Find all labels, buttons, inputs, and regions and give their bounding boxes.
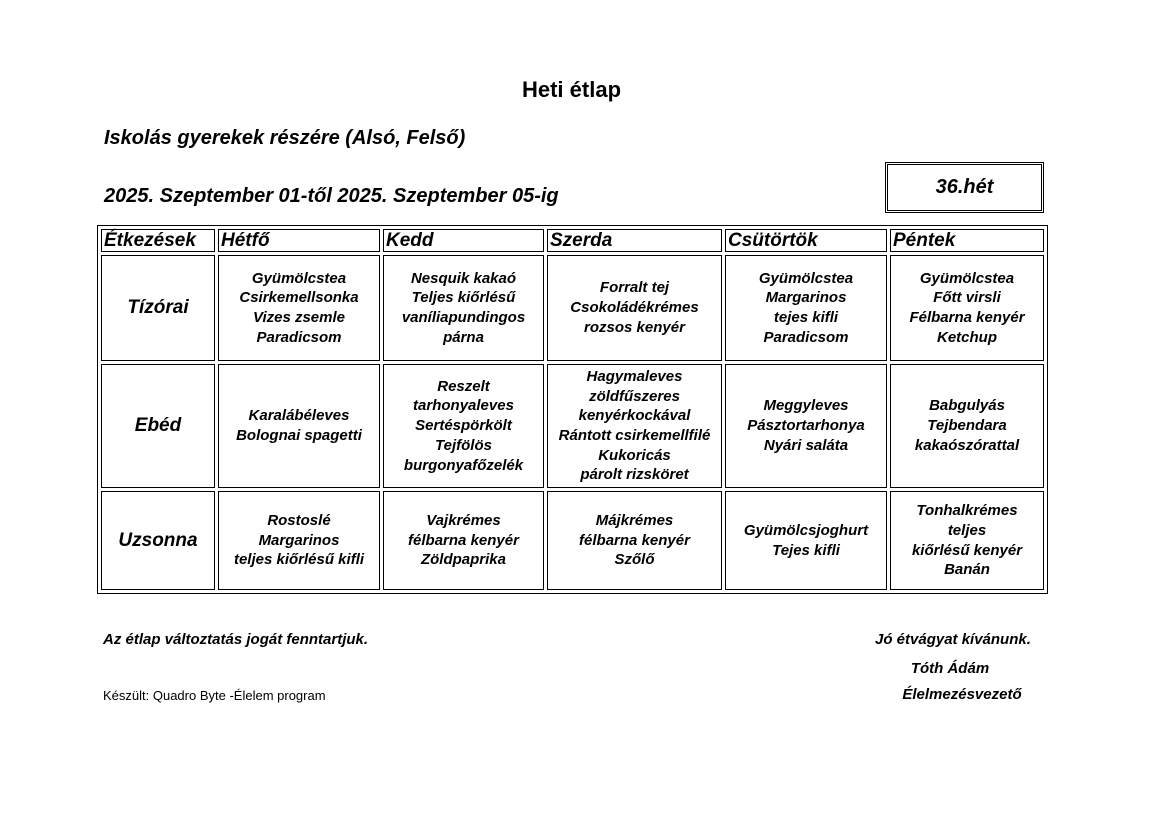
table-row (101, 255, 1044, 361)
dish: kakaószórattal (914, 436, 1020, 454)
closing-greeting: Jó étvágyat kívánunk. (875, 631, 1031, 648)
dish: tarhonyaleves (413, 397, 514, 415)
meal-label: Uzsonna (101, 491, 215, 590)
dish: Vajkrémes (426, 511, 501, 529)
dish: félbarna kenyér (579, 531, 690, 549)
dish: Paradicsom (256, 328, 342, 346)
week-badge (885, 162, 1044, 213)
menu-cell-friday (890, 364, 1044, 488)
table-header-row (101, 229, 1044, 252)
dish: Margarinos (258, 531, 340, 549)
dish: Gyümölcstea (919, 269, 1015, 287)
dish: Karalábéleves (248, 407, 350, 425)
dish: Tejfölös (435, 436, 492, 454)
dish: Reszelt (437, 377, 490, 395)
header-tuesday: Kedd (383, 229, 544, 252)
dish: teljes (947, 521, 987, 539)
dish: Hagymaleves (586, 367, 683, 385)
meal-label: Ebéd (101, 364, 215, 488)
dish: burgonyafőzelék (403, 456, 524, 474)
menu-cell-thursday (725, 364, 887, 488)
header-monday: Hétfő (218, 229, 380, 252)
dish: párolt rizsköret (580, 466, 689, 484)
menu-cell-thursday (725, 491, 887, 590)
week-label: 36.hét (935, 176, 994, 198)
dish: Banán (944, 561, 990, 579)
dish: Tejbendara (927, 417, 1007, 435)
dish: Szőlő (614, 551, 655, 569)
signer-name: Tóth Ádám (910, 660, 990, 677)
dish: Rántott csirkemellfilé (558, 427, 711, 444)
disclaimer-text: Az étlap változtatás jogát fenntartjuk. (103, 631, 369, 648)
dish: teljes kiőrlésű kifli (233, 551, 365, 569)
audience-subtitle: Iskolás gyerekek részére (Alsó, Felső) (104, 127, 466, 149)
table-row (101, 364, 1044, 488)
menu-cell-thursday (725, 255, 887, 361)
menu-cell-friday (890, 255, 1044, 361)
dish: Gyümölcstea (758, 269, 854, 287)
dish: Gyümölcstea (251, 269, 347, 287)
dish: Májkrémes (595, 511, 674, 529)
menu-cell-tuesday (383, 491, 544, 590)
dish: rozsos kenyér (584, 318, 685, 336)
dish: Csokoládékrémes (570, 299, 699, 317)
menu-cell-wednesday (547, 364, 722, 488)
menu-cell-monday (218, 255, 380, 361)
dish: félbarna kenyér (408, 531, 519, 549)
dish: kiőrlésű kenyér (911, 541, 1023, 559)
page-title: Heti étlap (521, 77, 622, 102)
dish: Vizes zsemle (253, 309, 345, 326)
dish: zöldfűszeres (589, 387, 680, 405)
header-meals: Étkezések (101, 229, 215, 252)
dish: tejes kifli (773, 309, 839, 326)
dish: párna (443, 328, 484, 346)
dish: Tonhalkrémes (916, 502, 1018, 520)
header-thursday: Csütörtök (725, 229, 887, 252)
signer-role: Élelmezésvezető (902, 686, 1022, 703)
menu-cell-monday (218, 491, 380, 590)
dish: Ketchup (937, 328, 997, 346)
dish: Zöldpaprika (420, 551, 506, 569)
software-credit: Készült: Quadro Byte -Élelem program (103, 688, 326, 703)
dish: Nesquik kakaó (410, 269, 517, 287)
menu-cell-friday (890, 491, 1044, 590)
dish: Kukoricás (598, 446, 671, 464)
menu-cell-tuesday (383, 364, 544, 488)
dish: Bolognai spagetti (236, 427, 362, 444)
date-range: 2025. Szeptember 01-től 2025. Szeptember 05-ig (104, 185, 559, 207)
dish: Babgulyás (929, 397, 1005, 415)
dish: Margarinos (765, 289, 847, 307)
dish: vaníliapundingos (401, 309, 526, 326)
dish: Paradicsom (763, 328, 849, 346)
header-wednesday: Szerda (547, 229, 722, 252)
menu-cell-monday (218, 364, 380, 488)
dish: Teljes kiőrlésű (411, 289, 516, 307)
menu-cell-wednesday (547, 255, 722, 361)
menu-cell-wednesday (547, 491, 722, 590)
meal-label: Tízórai (101, 255, 215, 361)
table-row (101, 491, 1044, 590)
dish: Nyári saláta (763, 436, 849, 454)
dish: kenyérkockával (578, 407, 691, 425)
dish: Forralt tej (599, 279, 670, 297)
dish: Főtt virsli (933, 289, 1001, 307)
header-friday: Péntek (890, 229, 1044, 252)
dish: Sertéspörkölt (415, 417, 512, 435)
dish: Csirkemellsonka (239, 289, 359, 307)
dish: Pásztortarhonya (747, 417, 865, 435)
dish: Félbarna kenyér (909, 309, 1025, 326)
menu-cell-tuesday (383, 255, 544, 361)
dish: Tejes kifli (772, 541, 840, 559)
dish: Rostoslé (267, 511, 331, 529)
menu-table (97, 225, 1048, 594)
dish: Meggyleves (763, 397, 849, 415)
dish: Gyümölcsjoghurt (743, 521, 869, 539)
